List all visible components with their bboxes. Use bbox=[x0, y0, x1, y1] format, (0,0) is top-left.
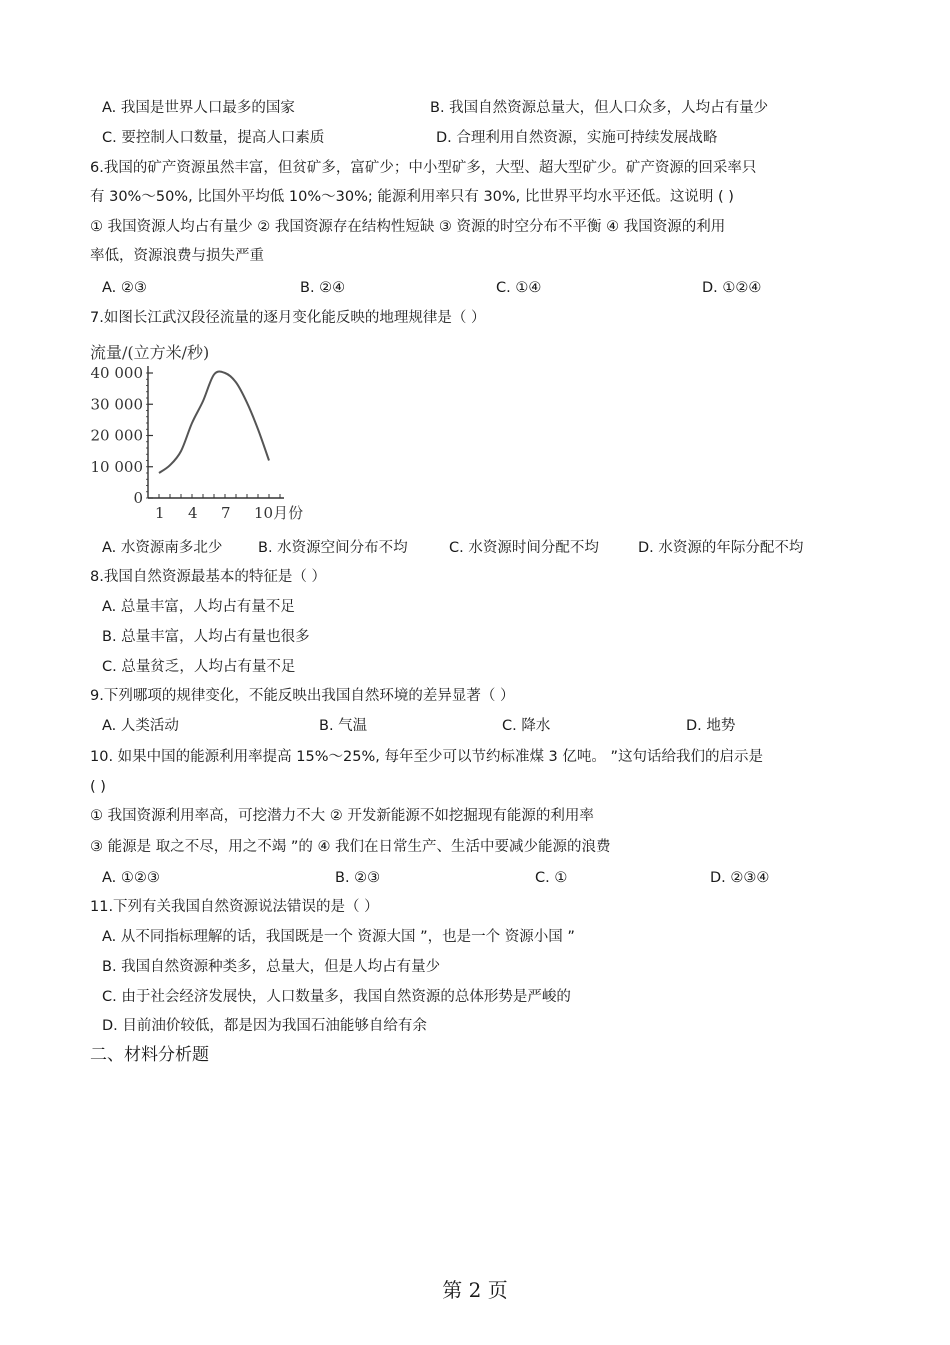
q11-option-c: C. 由于社会经济发展快，人口数量多，我国自然资源的总体形势是严峻的 bbox=[102, 989, 571, 1005]
x-tick-label: 1 bbox=[155, 504, 165, 522]
q9-option-b: B. 气温 bbox=[319, 718, 368, 734]
q5-option-d: D. 合理利用自然资源，实施可持续发展战略 bbox=[436, 130, 718, 146]
q6-option-d: D. ①②④ bbox=[702, 280, 762, 296]
q10-items-line2: ③ 能源是 取之不尽，用之不竭 ”的 ④ 我们在日常生产、生活中要减少能源的浪费 bbox=[90, 839, 611, 855]
q8-option-b: B. 总量丰富，人均占有量也很多 bbox=[102, 629, 310, 645]
q11-stem: 11.下列有关我国自然资源说法错误的是（ ） bbox=[90, 899, 379, 915]
q8-option-a: A. 总量丰富，人均占有量不足 bbox=[102, 599, 295, 615]
q6-option-a: A. ②③ bbox=[102, 280, 147, 296]
y-tick-label: 30 000 bbox=[90, 395, 143, 414]
x-tick-label: 7 bbox=[221, 504, 231, 522]
q10-option-d: D. ②③④ bbox=[710, 870, 770, 886]
x-tick-label: 10月份 bbox=[254, 504, 304, 522]
q10-option-a: A. ①②③ bbox=[102, 870, 160, 886]
q10-option-b: B. ②③ bbox=[335, 870, 381, 886]
q6-stem-line1: 6.我国的矿产资源虽然丰富，但贫矿多，富矿少；中小型矿多，大型、超大型矿少。矿产资源的回采率只 bbox=[90, 160, 757, 176]
q11-option-a: A. 从不同指标理解的话，我国既是一个 资源大国 ”，也是一个 资源小国 ” bbox=[102, 929, 575, 945]
q11-option-d: D. 目前油价较低，都是因为我国石油能够自给有余 bbox=[102, 1018, 427, 1034]
y-tick-label: 10 000 bbox=[90, 457, 143, 476]
q6-items-line1: ① 我国资源人均占有量少 ② 我国资源存在结构性短缺 ③ 资源的时空分布不平衡 ④ 我国资源的利用 bbox=[90, 219, 726, 235]
y-tick-label: 40 000 bbox=[90, 364, 143, 382]
q8-option-c: C. 总量贫乏，人均占有量不足 bbox=[102, 659, 296, 675]
q5-option-a: A. 我国是世界人口最多的国家 bbox=[102, 100, 295, 116]
q8-stem: 8.我国自然资源最基本的特征是（ ） bbox=[90, 569, 326, 585]
y-tick-label: 0 bbox=[133, 489, 143, 507]
q9-option-d: D. 地势 bbox=[686, 718, 736, 734]
q5-option-c: C. 要控制人口数量，提高人口素质 bbox=[102, 130, 325, 146]
q10-stem-line1: 10. 如果中国的能源利用率提高 15%～25%, 每年至少可以节约标准煤 3 亿吨。 ”这句话给我们的启示是 bbox=[90, 749, 764, 765]
q10-option-c: C. ① bbox=[535, 870, 568, 886]
runoff-chart bbox=[88, 338, 318, 528]
q6-option-b: B. ②④ bbox=[300, 280, 346, 296]
q6-items-line2: 率低，资源浪费与损失严重 bbox=[90, 248, 264, 264]
q9-stem: 9.下列哪项的规律变化，不能反映出我国自然环境的差异显著（ ） bbox=[90, 688, 515, 704]
q6-stem-line2: 有 30%～50%, 比国外平均低 10%～30%; 能源利用率只有 30%, 比世界平均水平还低。这说明 ( ) bbox=[90, 189, 734, 205]
q6-option-c: C. ①④ bbox=[496, 280, 542, 296]
y-tick-label: 20 000 bbox=[90, 426, 143, 445]
q10-items-line1: ① 我国资源利用率高，可挖潜力不大 ② 开发新能源不如挖掘现有能源的利用率 bbox=[90, 808, 594, 824]
q7-option-b: B. 水资源空间分布不均 bbox=[258, 540, 408, 556]
q7-option-c: C. 水资源时间分配不均 bbox=[449, 540, 599, 556]
q11-option-b: B. 我国自然资源种类多，总量大，但是人均占有量少 bbox=[102, 959, 441, 975]
q5-option-b: B. 我国自然资源总量大，但人口众多，人均占有量少 bbox=[430, 100, 769, 116]
q10-stem-line2: ( ) bbox=[90, 779, 106, 795]
chart-series-line bbox=[159, 372, 269, 473]
page-number: 第 2 页 bbox=[442, 1278, 508, 1302]
section-heading: 二、材料分析题 bbox=[90, 1045, 209, 1065]
x-tick-label: 4 bbox=[188, 504, 198, 522]
q9-option-a: A. 人类活动 bbox=[102, 718, 179, 734]
q7-option-a: A. 水资源南多北少 bbox=[102, 540, 223, 556]
chart-ylabel: 流量/(立方米/秒) bbox=[90, 343, 210, 362]
q9-option-c: C. 降水 bbox=[502, 718, 551, 734]
q7-stem: 7.如图长江武汉段径流量的逐月变化能反映的地理规律是（ ） bbox=[90, 310, 486, 326]
q7-option-d: D. 水资源的年际分配不均 bbox=[638, 540, 804, 556]
